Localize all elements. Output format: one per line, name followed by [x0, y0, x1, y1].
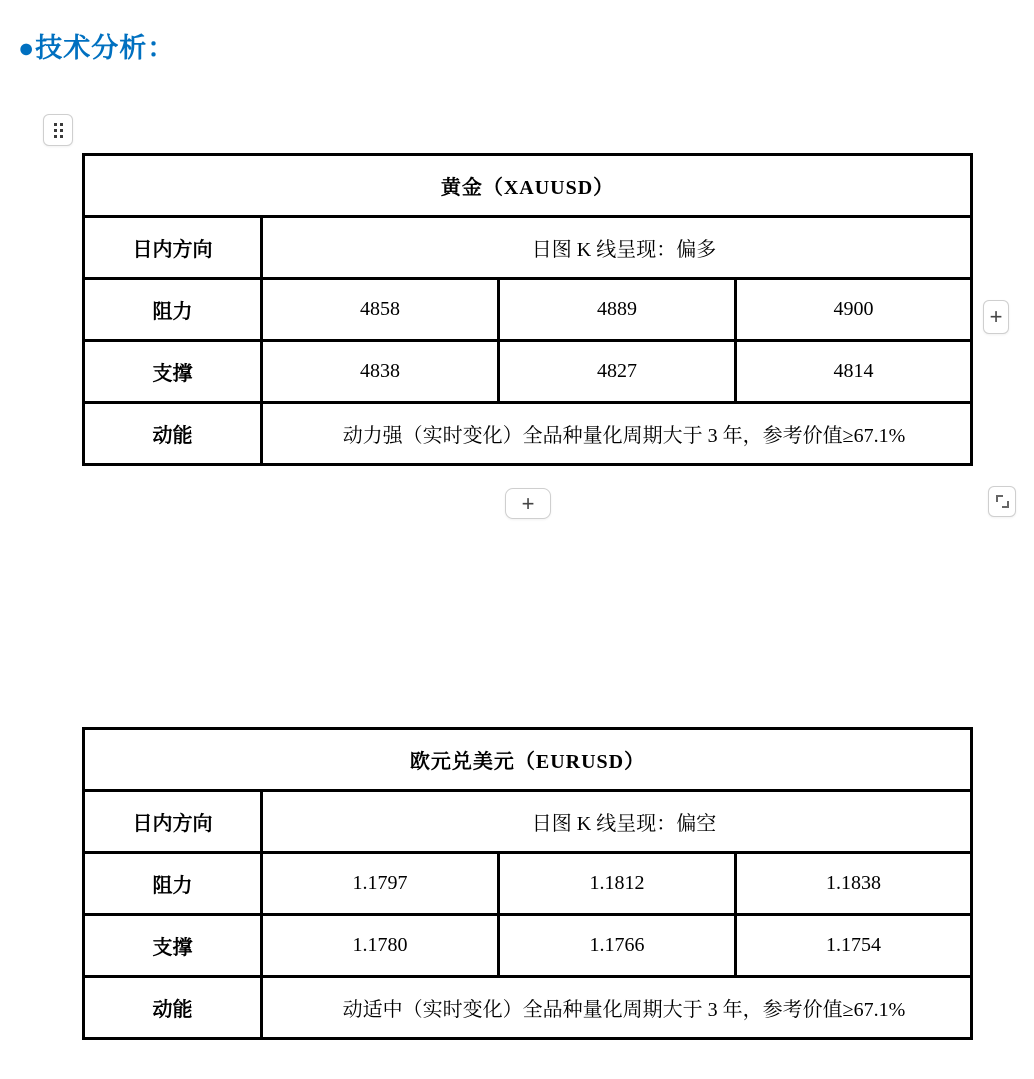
gold-resistance-3[interactable]: 4900	[736, 279, 972, 341]
gold-direction-value[interactable]: 日图 K 线呈现：偏多	[262, 217, 972, 279]
eurusd-direction-label[interactable]: 日内方向	[84, 791, 262, 853]
eurusd-resistance-1[interactable]: 1.1797	[262, 853, 499, 915]
eurusd-table	[82, 727, 973, 1040]
plus-icon: +	[989, 304, 1003, 329]
gold-momentum-label[interactable]: 动能	[84, 403, 262, 465]
gold-resistance-2[interactable]: 4889	[499, 279, 736, 341]
table-row	[84, 155, 972, 217]
eurusd-support-label[interactable]: 支撑	[84, 915, 262, 977]
table-row	[84, 791, 972, 853]
eurusd-momentum-label[interactable]: 动能	[84, 977, 262, 1039]
gold-support-label[interactable]: 支撑	[84, 341, 262, 403]
table-row	[84, 279, 972, 341]
gold-direction-label[interactable]: 日内方向	[84, 217, 262, 279]
eurusd-direction-value[interactable]: 日图 K 线呈现：偏空	[262, 791, 972, 853]
table-row	[84, 729, 972, 791]
eurusd-momentum-value[interactable]: 动适中（实时变化）全品种量化周期大于 3 年，参考价值≥67.1%	[262, 977, 972, 1039]
eurusd-support-2[interactable]: 1.1766	[499, 915, 736, 977]
gold-support-2[interactable]: 4827	[499, 341, 736, 403]
eurusd-support-3[interactable]: 1.1754	[736, 915, 972, 977]
table-row	[84, 217, 972, 279]
eurusd-table-title[interactable]: 欧元兑美元（EURUSD）	[84, 729, 972, 791]
add-column-button[interactable]	[983, 300, 1009, 334]
eurusd-resistance-2[interactable]: 1.1812	[499, 853, 736, 915]
gold-support-3[interactable]: 4814	[736, 341, 972, 403]
table-row	[84, 853, 972, 915]
gold-resistance-label[interactable]: 阻力	[84, 279, 262, 341]
expand-table-button[interactable]	[988, 486, 1016, 517]
gold-resistance-1[interactable]: 4858	[262, 279, 499, 341]
eurusd-resistance-label[interactable]: 阻力	[84, 853, 262, 915]
add-row-button[interactable]	[505, 488, 551, 519]
gold-table	[82, 153, 973, 466]
plus-icon: +	[521, 490, 535, 516]
section-heading: ●技术分析：	[18, 33, 176, 63]
table-row	[84, 915, 972, 977]
gold-table-title[interactable]: 黄金（XAUUSD）	[84, 155, 972, 217]
table-row	[84, 341, 972, 403]
expand-icon	[996, 495, 1009, 508]
gold-momentum-value[interactable]: 动力强（实时变化）全品种量化周期大于 3 年，参考价值≥67.1%	[262, 403, 972, 465]
table-row	[84, 403, 972, 465]
eurusd-support-1[interactable]: 1.1780	[262, 915, 499, 977]
drag-handle-icon	[54, 123, 63, 138]
table-drag-handle-button[interactable]	[43, 114, 73, 146]
eurusd-resistance-3[interactable]: 1.1838	[736, 853, 972, 915]
table-row	[84, 977, 972, 1039]
gold-support-1[interactable]: 4838	[262, 341, 499, 403]
